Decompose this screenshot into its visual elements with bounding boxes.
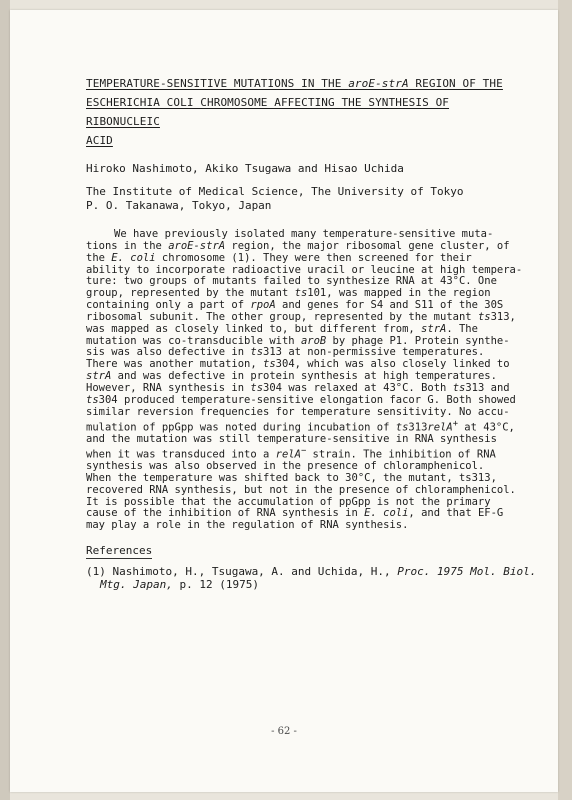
- title-line-2: ESCHERICHIA COLI CHROMOSOME AFFECTING THE SYNTHESIS OF RIBONUCLEIC: [86, 96, 450, 128]
- affiliation: [86, 185, 506, 213]
- abstract-line: There was another mutation, ts304, which was also closely linked to: [86, 358, 510, 371]
- abstract-line: We have previously isolated many temperature-sensitive muta-: [114, 228, 494, 240]
- abstract-line: containing only a part of rpoA and genes for S4 and S11 of the 30S: [86, 299, 504, 312]
- abstract-line: mulation of ppGpp was noted during incubation of ts313relA+ at 43°C,: [86, 418, 515, 433]
- reference-item: [86, 565, 537, 592]
- abstract-line: When the temperature was shifted back to 30°C, the mutant, ts313,: [86, 471, 497, 484]
- abstract-line: group, represented by the mutant ts101, was mapped in the region: [86, 287, 491, 300]
- abstract-line: ribosomal subunit. The other group, represented by the mutant ts313,: [86, 310, 516, 323]
- abstract-line: the E. coli chromosome (1). They were then screened for their: [86, 251, 472, 264]
- title-line-3: ACID: [86, 134, 113, 147]
- abstract-line: strA and was defective in protein synthesis at high temperatures.: [86, 370, 497, 383]
- abstract-line: and the mutation was still temperature-sensitive in RNA synthesis: [86, 432, 497, 445]
- affiliation-line-1: The Institute of Medical Science, The University of Tokyo: [86, 185, 464, 198]
- abstract-line: ability to incorporate radioactive uracil or leucine at high tempera-: [86, 263, 523, 276]
- author-list: Hiroko Nashimoto, Akiko Tsugawa and Hisao Uchida: [86, 162, 404, 175]
- abstract-line: However, RNA synthesis in ts304 was relaxed at 43°C. Both ts313 and: [86, 381, 510, 394]
- abstract-line: similar reversion frequencies for temperature sensitivity. No accu-: [86, 405, 510, 418]
- scan-left-edge: [0, 0, 10, 800]
- affiliation-line-2: P. O. Takanawa, Tokyo, Japan: [86, 199, 272, 212]
- paper-sheet: [10, 10, 558, 792]
- abstract-line: may play a role in the regulation of RNA synthesis.: [86, 519, 409, 532]
- abstract-line: tions in the aroE-strA region, the major ribosomal gene cluster, of: [86, 239, 510, 252]
- title-line-1: TEMPERATURE-SENSITIVE MUTATIONS IN THE aroE-strA REGION OF THE: [86, 77, 503, 90]
- references-heading: References: [86, 544, 153, 558]
- abstract-line: synthesis was also observed in the presence of chloramphenicol.: [86, 460, 485, 473]
- page-number: - 62 -: [271, 726, 297, 737]
- abstract-line: when it was transduced into a relA− strain. The inhibition of RNA: [86, 445, 496, 461]
- paper-content: [86, 74, 537, 592]
- abstract-body: [86, 228, 523, 532]
- abstract-line: ture: two groups of mutants failed to synthesize RNA at 43°C. One: [86, 275, 497, 288]
- abstract-line: recovered RNA synthesis, but not in the presence of chloramphenicol.: [86, 483, 516, 496]
- reference-line-1: (1) Nashimoto, H., Tsugawa, A. and Uchida, H., Proc. 1975 Mol. Biol.: [86, 565, 537, 579]
- abstract-line: was mapped as closely linked to, but different from, strA. The: [86, 322, 478, 335]
- abstract-line: ts304 produced temperature-sensitive elongation facor G. Both showed: [86, 393, 516, 406]
- reference-line-2: Mtg. Japan, p. 12 (1975): [100, 578, 259, 592]
- scan-right-edge: [558, 0, 572, 800]
- abstract-line: mutation was co-transducible with aroB by phage P1. Protein synthe-: [86, 334, 510, 347]
- abstract-line: cause of the inhibition of RNA synthesis in E. coli, and that EF-G: [86, 507, 504, 520]
- abstract-line: sis was also defective in ts313 at non-permissive temperatures.: [86, 346, 485, 359]
- paper-title: [86, 74, 506, 150]
- abstract-line: It is possible that the accumulation of ppGpp is not the primary: [86, 495, 491, 508]
